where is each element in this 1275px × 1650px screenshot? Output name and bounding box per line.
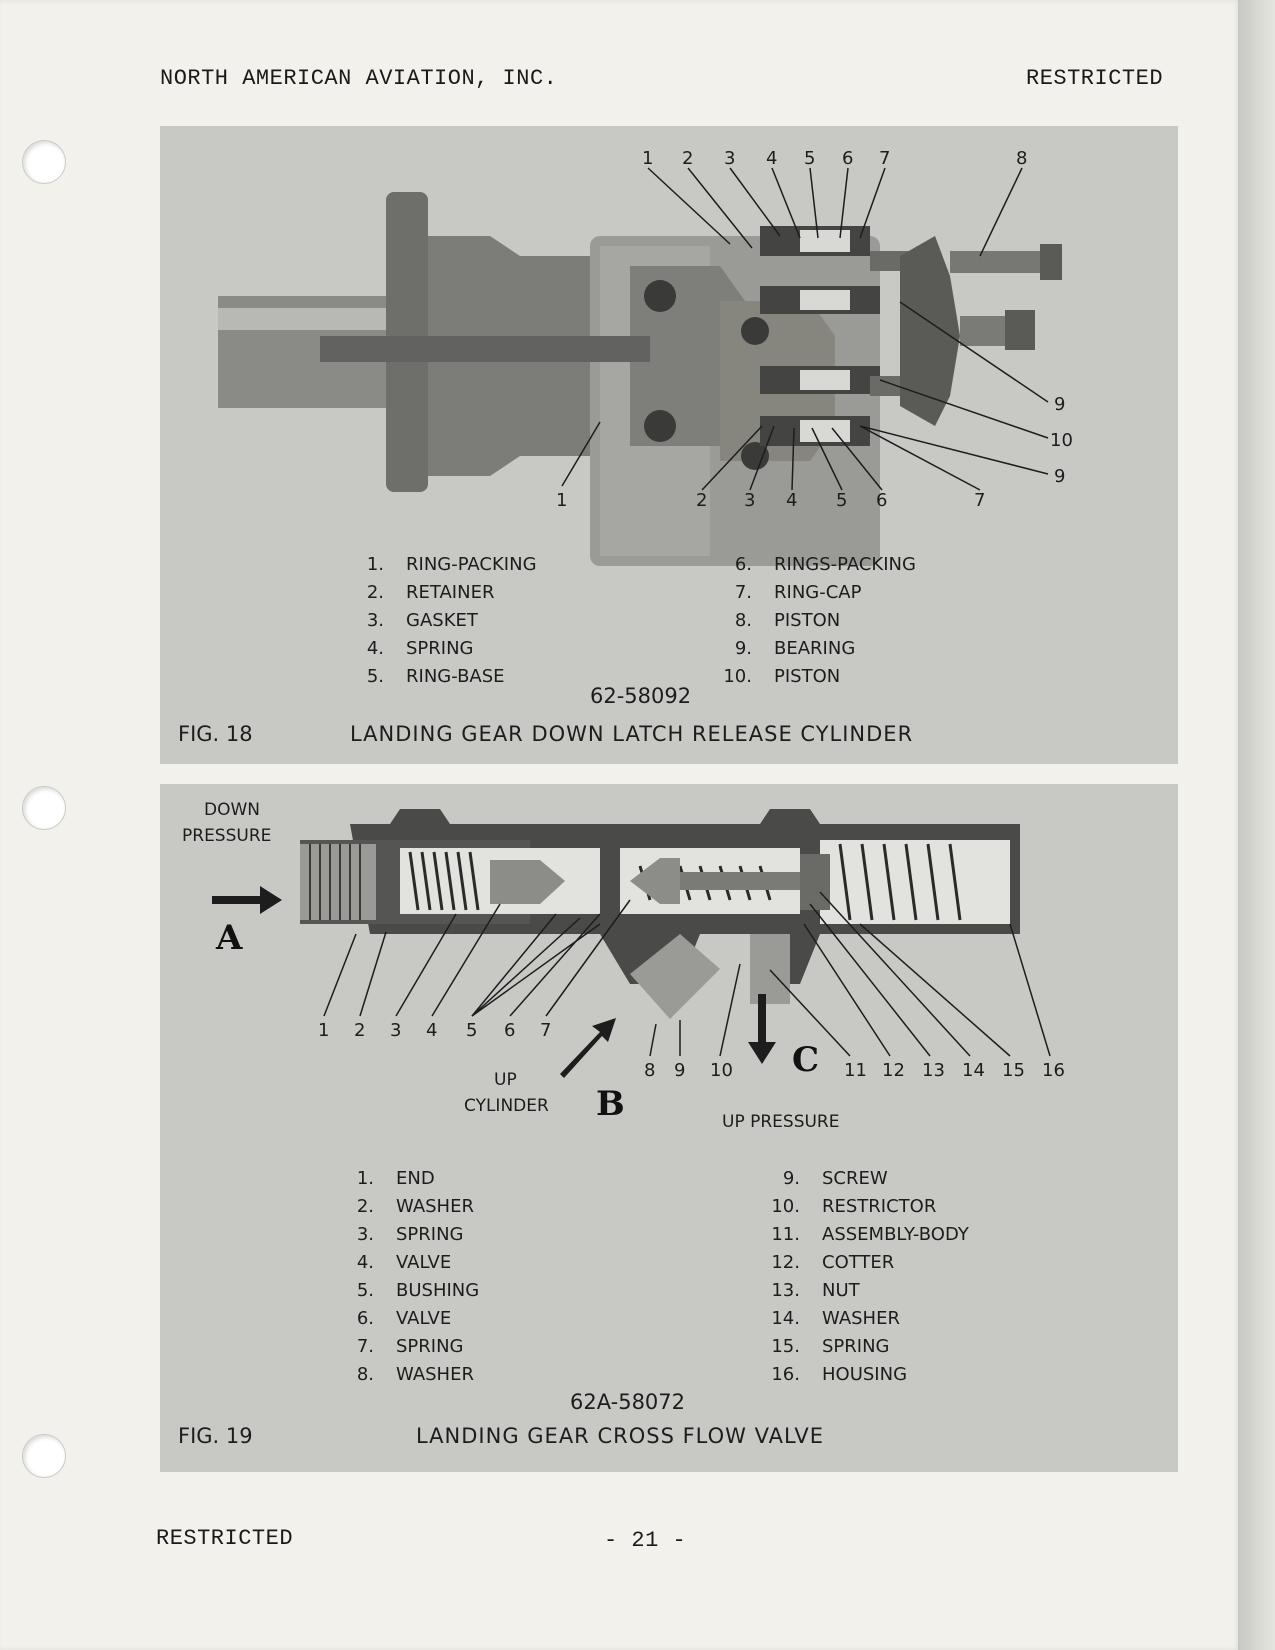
legend-item: 4. VALVE [356, 1252, 452, 1273]
legend-item: 7. RING-CAP [734, 582, 862, 603]
callout-16: 16 [1042, 1060, 1065, 1081]
callout-1: 1 [556, 490, 568, 511]
callout-10: 10 [710, 1060, 733, 1081]
legend-item: 5. RING-BASE [366, 666, 505, 687]
header-classification: RESTRICTED [1026, 66, 1164, 91]
legend-item: 8. PISTON [734, 610, 841, 631]
fig18-label: FIG. 18 [178, 722, 253, 746]
callout-7: 7 [879, 148, 891, 169]
callout-2: 2 [354, 1020, 366, 1041]
callout-4: 4 [766, 148, 778, 169]
callout-7: 7 [540, 1020, 552, 1041]
fig19-label: FIG. 19 [178, 1424, 253, 1448]
punch-hole [22, 1434, 66, 1478]
callout-5: 5 [836, 490, 848, 511]
callout-6: 6 [876, 490, 888, 511]
legend-item: 14. WASHER [771, 1308, 900, 1329]
legend-item: 1. END [356, 1168, 435, 1189]
fig19-legend-right [752, 1168, 969, 1392]
callout-6: 6 [504, 1020, 516, 1041]
legend-item: 10. PISTON [723, 666, 841, 687]
legend-item: 8. WASHER [356, 1364, 474, 1385]
header-company: NORTH AMERICAN AVIATION, INC. [160, 66, 558, 91]
callout-10: 10 [1050, 430, 1073, 451]
callout-9: 9 [1054, 466, 1066, 487]
fig18-legend-left [336, 554, 537, 694]
fig18-title: LANDING GEAR DOWN LATCH RELEASE CYLINDER [350, 722, 914, 746]
footer-classification: RESTRICTED [156, 1526, 294, 1551]
figure-18-panel [160, 126, 1178, 764]
callout-3: 3 [744, 490, 756, 511]
legend-item: 16. HOUSING [771, 1364, 908, 1385]
fig19-part-number: 62A-58072 [570, 1390, 686, 1414]
callout-1: 1 [642, 148, 654, 169]
fig19-title: LANDING GEAR CROSS FLOW VALVE [416, 1424, 824, 1448]
callout-11: 11 [844, 1060, 867, 1081]
legend-item: 9. SCREW [782, 1168, 888, 1189]
down-label: DOWN [204, 800, 260, 820]
callout-1: 1 [318, 1020, 330, 1041]
callout-8: 8 [644, 1060, 656, 1081]
cross-flow-valve-drawing [160, 784, 1178, 1472]
fig19-legend-left [326, 1168, 479, 1392]
callout-2: 2 [696, 490, 708, 511]
legend-item: 10. RESTRICTOR [771, 1196, 937, 1217]
callout-8: 8 [1016, 148, 1028, 169]
fig18-legend-right [704, 554, 916, 694]
callout-12: 12 [882, 1060, 905, 1081]
legend-item: 5. BUSHING [356, 1280, 480, 1301]
up-pressure-label: UP PRESSURE [722, 1112, 840, 1132]
legend-item: 9. BEARING [734, 638, 856, 659]
figure-19-panel [160, 784, 1178, 1472]
legend-item: 12. COTTER [771, 1252, 895, 1273]
fig18-part-number: 62-58092 [590, 684, 692, 708]
cylinder-label: CYLINDER [464, 1096, 549, 1116]
callout-14: 14 [962, 1060, 985, 1081]
page-edge [1238, 0, 1275, 1650]
callout-9: 9 [1054, 394, 1066, 415]
legend-item: 4. SPRING [366, 638, 474, 659]
callout-4: 4 [426, 1020, 438, 1041]
up-label: UP [494, 1070, 517, 1090]
port-b-label: B [596, 1084, 625, 1124]
callout-3: 3 [390, 1020, 402, 1041]
callout-2: 2 [682, 148, 694, 169]
legend-item: 1. RING-PACKING [366, 554, 537, 575]
legend-item: 13. NUT [771, 1280, 860, 1301]
legend-item: 6. VALVE [356, 1308, 452, 1329]
page-number: - 21 - [604, 1528, 687, 1553]
port-c-label: C [792, 1040, 820, 1080]
legend-item: 2. WASHER [356, 1196, 474, 1217]
callout-15: 15 [1002, 1060, 1025, 1081]
callout-7: 7 [974, 490, 986, 511]
callout-3: 3 [724, 148, 736, 169]
punch-hole [22, 786, 66, 830]
legend-item: 11. ASSEMBLY-BODY [771, 1224, 969, 1245]
callout-5: 5 [804, 148, 816, 169]
port-a-label: A [216, 918, 243, 958]
callout-6: 6 [842, 148, 854, 169]
legend-item: 3. SPRING [356, 1224, 464, 1245]
legend-item: 6. RINGS-PACKING [734, 554, 916, 575]
legend-item: 3. GASKET [366, 610, 478, 631]
punch-hole [22, 140, 66, 184]
callout-4: 4 [786, 490, 798, 511]
legend-item: 7. SPRING [356, 1336, 464, 1357]
legend-item: 15. SPRING [771, 1336, 890, 1357]
pressure-label: PRESSURE [182, 826, 272, 846]
callout-9: 9 [674, 1060, 686, 1081]
callout-5: 5 [466, 1020, 478, 1041]
legend-item: 2. RETAINER [366, 582, 495, 603]
latch-release-cylinder-drawing [160, 126, 1178, 764]
callout-13: 13 [922, 1060, 945, 1081]
